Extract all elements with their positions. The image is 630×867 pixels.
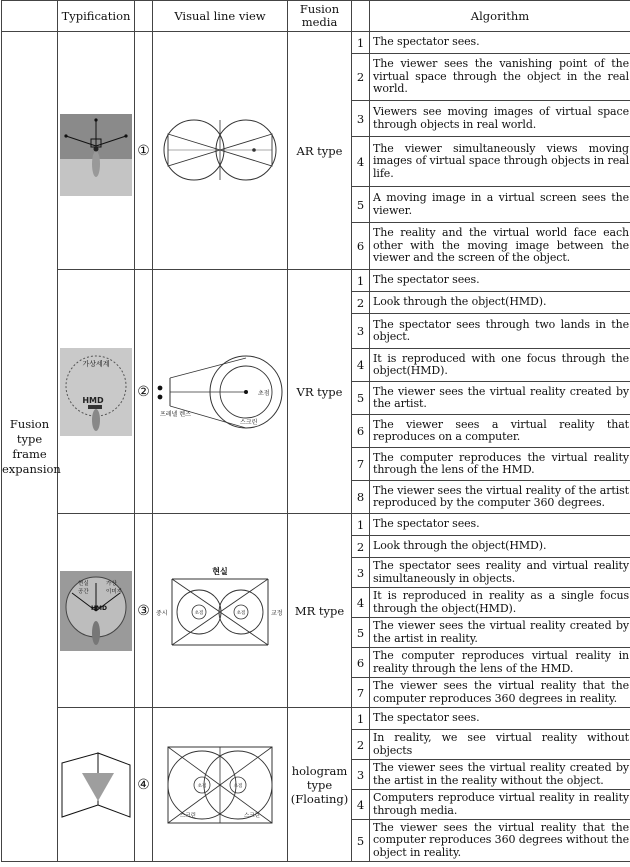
- step-text: The computer reproduces the virtual reality through the lens of the HMD.: [370, 448, 630, 481]
- step-text: The computer reproduces virtual reality in reality through the lens of the HMD.: [370, 648, 630, 678]
- header-typification: Typification: [58, 1, 135, 32]
- hologram-pyramid-icon: [58, 745, 134, 825]
- step-text: The viewer sees the virtual reality created by the artist in reality.: [370, 618, 630, 648]
- step-text: It is reproduced with one focus through the object(HMD).: [370, 349, 630, 382]
- step-text: In reality, we see virtual reality without objects: [370, 730, 630, 760]
- focus-label: 초점: [236, 610, 246, 616]
- step-number: 6: [352, 648, 370, 678]
- step-text: Computers reproduce virtual reality in reality through media.: [370, 790, 630, 820]
- table-row: [2, 270, 630, 292]
- header-marker: [135, 1, 153, 32]
- header-algorithm: Algorithm: [370, 1, 630, 32]
- step-number: 2: [352, 292, 370, 314]
- step-number: 5: [352, 618, 370, 648]
- right-side-label: 교정: [271, 609, 283, 617]
- step-number: 3: [352, 101, 370, 137]
- hmd-label: HMD: [82, 395, 104, 405]
- step-text: The spectator sees reality and virtual reality simultaneously in objects.: [370, 558, 630, 588]
- step-number: 2: [352, 536, 370, 558]
- media-hologram: hologram type (Floating): [288, 708, 352, 862]
- virtual-world-label: 가상세계: [82, 359, 110, 368]
- step-number: 7: [352, 678, 370, 708]
- mr-viewer-icon: [60, 571, 132, 651]
- vr-visual-diagram: [154, 344, 286, 440]
- table-row: [2, 514, 630, 536]
- step-text: The reality and the virtual world face each other with the moving image between the viewer and the screen of the object.: [370, 223, 630, 270]
- step-number: 5: [352, 382, 370, 415]
- step-number: 6: [352, 223, 370, 270]
- step-number: 6: [352, 415, 370, 448]
- typification-figure-vr: [58, 270, 135, 514]
- step-text: The viewer simultaneously views moving images of virtual space through objects in real life.: [370, 137, 630, 187]
- step-text: The spectator sees.: [370, 32, 630, 54]
- visual-line-figure-hologram: [153, 708, 288, 862]
- screen-label: 스크린: [244, 812, 260, 819]
- visual-line-figure-mr: [153, 514, 288, 708]
- step-number: 1: [352, 708, 370, 730]
- visual-line-figure-vr: [153, 270, 288, 514]
- media-mr: MR type: [288, 514, 352, 708]
- step-number: 4: [352, 349, 370, 382]
- step-number: 5: [352, 187, 370, 223]
- header-row: [2, 1, 630, 32]
- focus-label: 초점: [258, 389, 270, 397]
- table-row: [2, 32, 630, 54]
- step-number: 3: [352, 314, 370, 349]
- lens-label: 프레넬 렌즈: [160, 410, 191, 418]
- left-side-label: 중시: [156, 609, 168, 617]
- step-text: It is reproduced in reality as a single focus through the object(HMD).: [370, 588, 630, 618]
- media-vr: VR type: [288, 270, 352, 514]
- step-text: The viewer sees the vanishing point of the virtual space through the object in the real world.: [370, 54, 630, 101]
- step-text: The viewer sees the virtual reality that the computer reproduces 360 degrees in reality.: [370, 678, 630, 708]
- virtual-label-a: 가상: [106, 580, 117, 587]
- step-text: The viewer sees the virtual reality that the computer reproduces 360 degrees without the object in reality.: [370, 820, 630, 862]
- mr-visual-diagram: [154, 565, 286, 657]
- header-step: [352, 1, 370, 32]
- corner-cell: [2, 1, 58, 32]
- fusion-type-table: [1, 0, 630, 862]
- step-text: A moving image in a virtual screen sees the viewer.: [370, 187, 630, 223]
- step-text: The spectator sees.: [370, 514, 630, 536]
- typification-figure-ar: [58, 32, 135, 270]
- step-text: The viewer sees the virtual reality created by the artist.: [370, 382, 630, 415]
- focus-label: 초점: [233, 783, 243, 789]
- vr-viewer-icon: [60, 348, 132, 436]
- step-text: The spectator sees.: [370, 270, 630, 292]
- left-label: Fusion type frame expansion: [2, 32, 58, 862]
- step-number: 4: [352, 588, 370, 618]
- focus-label: 초점: [194, 610, 204, 616]
- step-number: 4: [352, 790, 370, 820]
- step-text: The spectator sees.: [370, 708, 630, 730]
- step-number: 3: [352, 760, 370, 790]
- step-number: 2: [352, 54, 370, 101]
- step-number: 1: [352, 514, 370, 536]
- step-number: 5: [352, 820, 370, 862]
- ar-viewer-icon: [60, 106, 132, 196]
- hologram-visual-diagram: [154, 737, 286, 833]
- typification-figure-hologram: [58, 708, 135, 862]
- step-number: 4: [352, 137, 370, 187]
- header-fusion-media: Fusion media: [288, 1, 352, 32]
- step-text: The viewer sees the virtual reality of the artist reproduced by the computer 360 degrees.: [370, 481, 630, 514]
- group-marker: ①: [135, 32, 153, 270]
- real-label-a: 현실: [78, 580, 89, 587]
- group-marker: ②: [135, 270, 153, 514]
- table-row: [2, 708, 630, 730]
- screen-label: 스크린: [240, 418, 258, 426]
- hmd-label: HMD: [91, 604, 107, 612]
- step-number: 2: [352, 730, 370, 760]
- step-text: Look through the object(HMD).: [370, 536, 630, 558]
- media-ar: AR type: [288, 32, 352, 270]
- group-marker: ③: [135, 514, 153, 708]
- step-number: 1: [352, 270, 370, 292]
- step-text: Viewers see moving images of virtual space through objects in real world.: [370, 101, 630, 137]
- step-number: 3: [352, 558, 370, 588]
- screen-label: 스크린: [180, 812, 196, 819]
- ar-visual-diagram: [154, 116, 286, 186]
- group-marker: ④: [135, 708, 153, 862]
- typification-figure-mr: [58, 514, 135, 708]
- step-text: The viewer sees a virtual reality that reproduces on a computer.: [370, 415, 630, 448]
- step-text: The viewer sees the virtual reality created by the artist in the reality without the object.: [370, 760, 630, 790]
- header-visual-line-view: Visual line view: [153, 1, 288, 32]
- real-label-b: 공간: [78, 588, 89, 595]
- step-text: Look through the object(HMD).: [370, 292, 630, 314]
- focus-label: 초점: [197, 783, 207, 789]
- virtual-label-b: 이미지: [106, 588, 122, 595]
- step-number: 7: [352, 448, 370, 481]
- step-number: 8: [352, 481, 370, 514]
- step-number: 1: [352, 32, 370, 54]
- step-text: The spectator sees through two lands in the object.: [370, 314, 630, 349]
- visual-line-figure-ar: [153, 32, 288, 270]
- reality-label: 현실: [212, 566, 228, 576]
